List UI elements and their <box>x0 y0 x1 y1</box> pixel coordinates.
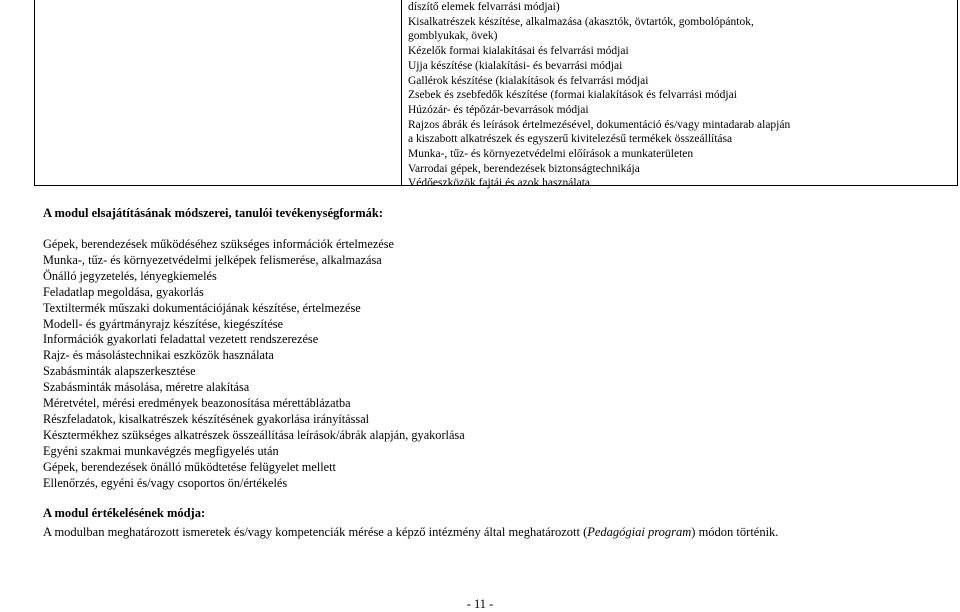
table-line: Kisalkatrészek készítése, alkalmazása (akasztók, övtartók, gombolópántok, <box>408 15 754 28</box>
list-item: Feladatlap megoldása, gyakorlás <box>43 284 204 299</box>
list-item: Információk gyakorlati feladattal vezetett rendszerezése <box>43 332 319 347</box>
list-item: Egyéni szakmai munkavégzés megfigyelés után <box>43 443 279 458</box>
list-item: Önálló jegyzetelés, lényegkiemelés <box>43 268 217 283</box>
table-line: Munka-, tűz- és környezetvédelmi előírások a munkaterületen <box>408 148 694 161</box>
table-line: a kiszabott alkatrészek és egyszerű kivitelezésű termékek összeállítása <box>408 133 733 146</box>
table-line: Zsebek és zsebfedők készítése (formai kialakítások és felvarrási módjai <box>408 89 737 102</box>
evaluation-heading: A modul értékelésének módja: <box>43 506 206 520</box>
list-item: Gépek, berendezések önálló működtetése felügyelet mellett <box>43 459 336 474</box>
list-item: Modell- és gyártmányrajz készítése, kiegészítése <box>43 316 284 331</box>
table-line: Ujja készítése (kialakítási- és bevarrási módjai <box>408 59 623 72</box>
methods-heading: A modul elsajátításának módszerei, tanulói tevékenységformák: <box>43 206 384 220</box>
page-number: - 11 - <box>466 597 494 611</box>
table-line: gomblyukak, övek) <box>408 30 498 43</box>
list-item: Szabásminták alapszerkesztése <box>43 364 196 379</box>
table-line: Rajzos ábrák és leírások értelmezésével, dokumentáció és/vagy mintadarab alapján <box>408 118 791 131</box>
list-item: Gépek, berendezések működéséhez szükséges információk értelmezése <box>43 237 394 251</box>
table-column-divider <box>401 0 402 185</box>
list-item: Részfeladatok, kisalkatrészek készítésének gyakorlása irányítással <box>43 411 370 426</box>
curriculum-table <box>34 0 958 190</box>
list-item: Méretvétel, mérési eredmények beazonosítása mérettáblázatba <box>43 396 351 411</box>
table-line: Varrodai gépek, berendezések biztonságtechnikája <box>408 162 640 175</box>
evaluation-text-italic: Pedagógiai program <box>587 525 692 539</box>
table-line: Gallérok készítése (kialakítások és felvarrási módjai <box>408 74 649 87</box>
evaluation-text-start: A modulban meghatározott ismeretek és/vagy kompetenciák mérése a képző intézmény által meghatározott ( <box>43 525 588 539</box>
table-line: Kézelők formai kialakításai és felvarrási módjai <box>408 45 629 58</box>
evaluation-text-end: ) módon történik. <box>691 525 779 539</box>
methods-list <box>43 237 465 492</box>
table-line: díszítő elemek felvarrási módjai) <box>408 1 560 13</box>
table-line: Védőeszközök fajtái és azok használata <box>408 177 590 190</box>
list-item: Textiltermék műszaki dokumentációjának készítése, értelmezése <box>43 300 361 315</box>
list-item: Munka-, tűz- és környezetvédelmi jelképek felismerése, alkalmazása <box>43 252 382 267</box>
evaluation-text <box>43 525 778 540</box>
list-item: Szabásminták másolása, méretre alakítása <box>43 380 250 395</box>
list-item: Ellenőrzés, egyéni és/vagy csoportos ön/értékelés <box>43 475 288 490</box>
list-item: Késztermékhez szükséges alkatrészek összeállítása leírások/ábrák alapján, gyakorlása <box>43 427 465 442</box>
table-line: Húzózár- és tépőzár-bevarrások módjai <box>408 103 589 116</box>
table-right-cell <box>408 0 956 191</box>
list-item: Rajz- és másolástechnikai eszközök használata <box>43 348 274 363</box>
